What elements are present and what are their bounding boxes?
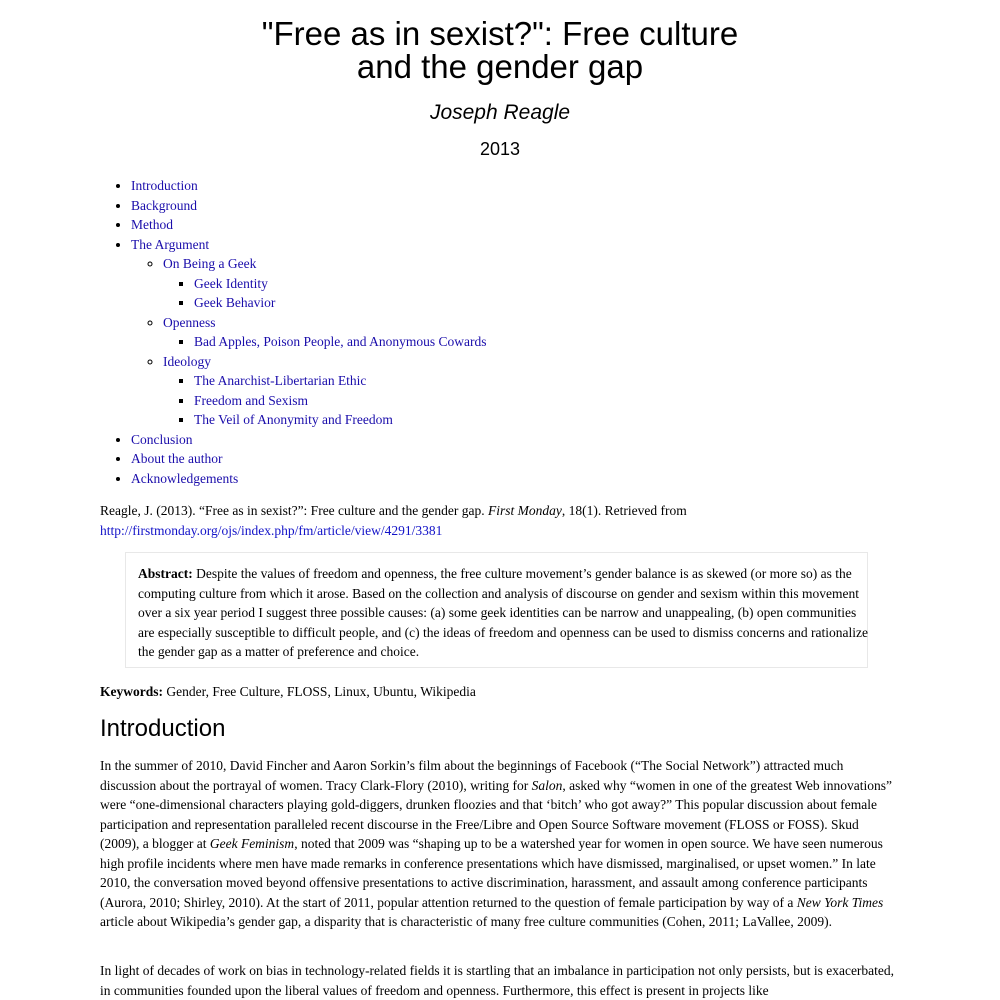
intro-p1-part4: article about Wikipedia’s gender gap, a disparity that is characteristic of many free culture communities (Cohen, 2011; LaVallee, 2009).: [100, 914, 832, 929]
intro-p1-part1: In the summer of 2010, David Fincher and Aaron Sorkin’s film about the beginnings of Facebook (“The Social Network”) attracted much discussion about the portrayal of women. Tracy Clark-Flory (2010), writing for: [100, 758, 844, 793]
intro-p1-nyt: New York Times: [796, 894, 884, 910]
intro-paragraph-1: [100, 756, 900, 932]
toc-sublist-openness: [163, 332, 487, 352]
intro-p1-part3: , noted that 2009 was “shaping up to be a watershed year for women in open source. We have seen numerous high profile incidents where men have made remarks in conference presentations which have dismissed, marginalised, or upset women.” In late 2010, the conversation moved beyond offensive presentations to active discrimination, harassment, and assault among conference participants (Aurora, 2010; Shirley, 2010). At the start of 2011, popular attention returned to the question of female participation by way of a: [100, 836, 883, 910]
toc-link-openness[interactable]: Openness: [163, 314, 216, 330]
keywords: [100, 682, 900, 702]
citation: [100, 501, 900, 541]
toc-link-acknowledgements[interactable]: Acknowledgements: [131, 470, 239, 486]
toc-link-freedom-and-sexism[interactable]: Freedom and Sexism: [194, 392, 308, 408]
toc-link-geek-identity[interactable]: Geek Identity: [194, 275, 268, 291]
toc-link-method[interactable]: Method: [131, 217, 173, 232]
toc-sublist-geek: [163, 274, 487, 313]
toc-item-bad-apples: [194, 332, 487, 352]
abstract-box: [125, 552, 868, 668]
toc-item-about-the-author: [131, 449, 487, 469]
keywords-list: Gender, Free Culture, FLOSS, Linux, Ubuntu, Wikipedia: [163, 684, 476, 699]
toc-link-about-the-author[interactable]: About the author: [131, 451, 223, 466]
toc-item-geek-behavior: [194, 293, 487, 313]
toc-link-background[interactable]: Background: [131, 197, 197, 213]
intro-p1-geek-feminism: Geek Feminism: [209, 836, 295, 851]
toc-item-veil-of-anonymity: [194, 410, 487, 430]
citation-prefix: Reagle, J. (2013). “Free as in sexist?”: Free culture and the gender gap.: [100, 503, 488, 518]
abstract-label: Abstract:: [138, 566, 193, 581]
toc-link-conclusion[interactable]: Conclusion: [131, 431, 193, 447]
citation-url-link[interactable]: http://firstmonday.org/ojs/index.php/fm/article/view/4291/3381: [100, 523, 443, 538]
toc-item-freedom-and-sexism: [194, 391, 487, 411]
toc-item-on-being-a-geek: [163, 254, 487, 313]
toc-sublist-ideology: [163, 371, 487, 430]
toc-item-ideology: [163, 352, 487, 430]
toc-link-on-being-a-geek[interactable]: On Being a Geek: [163, 256, 257, 271]
abstract-body: Despite the values of freedom and openness, the free culture movement’s gender balance is as skewed (or more so) as the computing culture from which it arose. Based on the collection and analysis of discourse on gender and sexism within this movement over a six year period I suggest three possible causes: (a) some geek identities can be narrow and unappealing, (b) open communities are especially susceptible to difficult people, and (c) the ideas of freedom and openness can be used to dismiss concerns and rationalize the gender gap as a matter of preference and choice.: [138, 566, 868, 659]
toc-item-method: [131, 215, 487, 235]
article-year: 2013: [479, 139, 521, 159]
toc-link-veil-of-anonymity[interactable]: The Veil of Anonymity and Freedom: [194, 412, 393, 427]
citation-suffix: , 18(1). Retrieved from: [561, 503, 687, 518]
toc-link-the-argument[interactable]: The Argument: [131, 236, 210, 252]
citation-journal: First Monday: [488, 503, 562, 518]
toc-link-anarchist-libertarian-ethic[interactable]: The Anarchist-Libertarian Ethic: [194, 373, 367, 388]
toc-link-bad-apples[interactable]: Bad Apples, Poison People, and Anonymous Cowards: [194, 334, 487, 349]
abstract-text: [138, 564, 870, 662]
article-title-line2: and the gender gap: [356, 48, 644, 85]
intro-paragraph-2: In light of decades of work on bias in technology-related fields it is startling that an imbalance in participation not only persists, but is exacerbated, in communities founded upon the liberal values of freedom and openness. Furthermore, this effect is present in projects like: [100, 963, 895, 998]
toc-item-introduction: [131, 176, 487, 196]
toc-item-the-argument: [131, 235, 487, 430]
intro-p1-part2: , asked why “women in one of the greatest Web innovations” were “one-dimensional characters playing gold-diggers, drunken floozies and that ‘bitch’ who got away?” This popular discussion about female participation and representation paralleled recent discourse in the Free/Libre and Open Source Software movement (FLOSS or FOSS). Skud (2009), a blogger at: [100, 777, 893, 851]
toc-item-background: [131, 196, 487, 216]
toc-link-ideology[interactable]: Ideology: [163, 353, 211, 369]
intro-p1-salon: Salon: [531, 777, 563, 793]
table-of-contents: [131, 176, 487, 488]
toc-link-geek-behavior[interactable]: Geek Behavior: [194, 295, 276, 310]
toc-sublist-argument: [131, 254, 487, 430]
toc-item-acknowledgements: [131, 469, 487, 489]
article-title-line1: "Free as in sexist?": Free culture: [261, 15, 739, 52]
section-heading-introduction: Introduction: [100, 715, 226, 742]
article-title: [0, 17, 1000, 83]
keywords-label: Keywords:: [100, 684, 163, 699]
toc-item-anarchist-libertarian-ethic: [194, 371, 487, 391]
toc-link-introduction[interactable]: Introduction: [131, 178, 198, 193]
article-author: Joseph Reagle: [429, 101, 571, 124]
toc-item-geek-identity: [194, 274, 487, 294]
toc-item-conclusion: [131, 430, 487, 450]
toc-item-openness: [163, 313, 487, 352]
